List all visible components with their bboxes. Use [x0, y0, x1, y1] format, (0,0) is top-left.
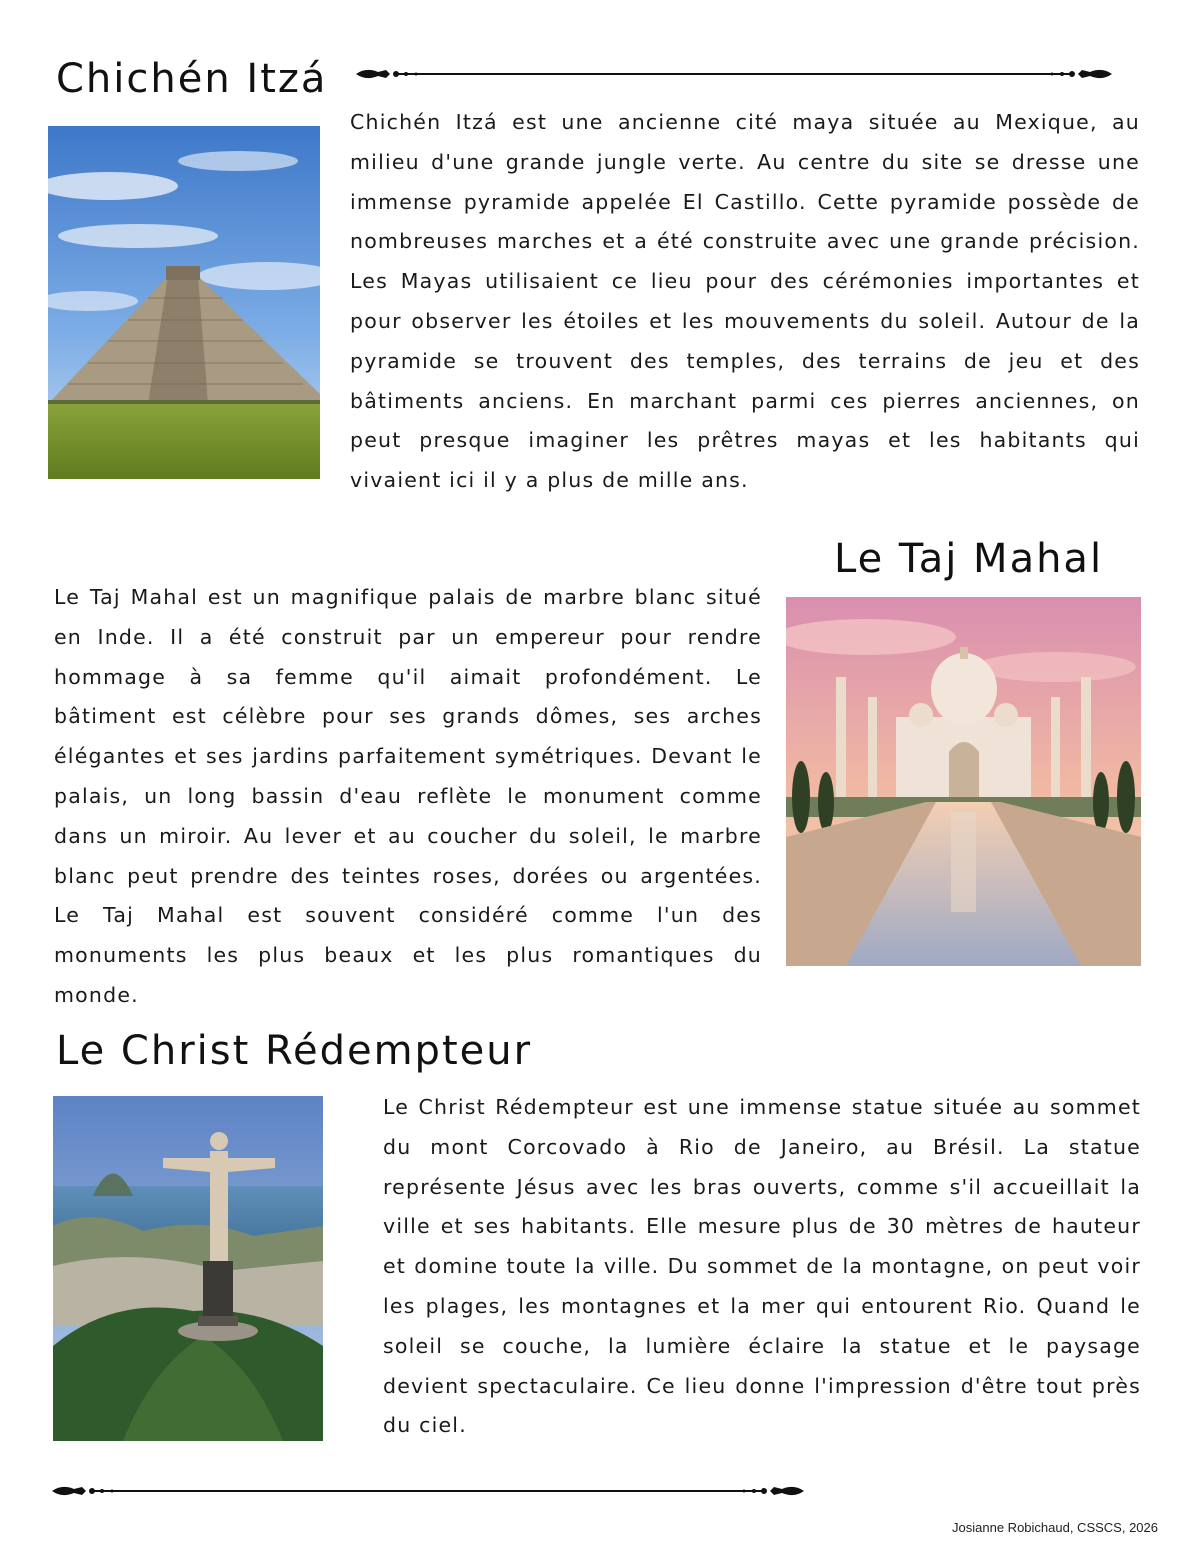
bottom-divider — [52, 1481, 804, 1501]
footer-credit: Josianne Robichaud, CSSCS, 2026 — [952, 1520, 1158, 1535]
christ-redeemer-photo — [53, 1096, 323, 1441]
section-title-taj-mahal: Le Taj Mahal — [834, 536, 1104, 582]
top-divider — [356, 64, 1112, 84]
section-text-chichen-itza: Chichén Itzá est une ancienne cité maya située au Mexique, au milieu d'une grande jungle verte. Au centre du site se dresse une immense pyramide appelée El Castillo. Cette pyramide possède de nombreuses marches et a été construite avec une grande précision. Les Mayas utilisaient ce lieu pour des cérémonies importantes et pour observer les étoiles et les mouvements du soleil. Autour de la pyramide se trouvent des temples, des terrains de jeu et des bâtiments anciens. En marchant parmi ces pierres anciennes, on peut presque imaginer les prêtres mayas et les habitants qui vivaient ici il y a plus de mille ans. — [350, 110, 1140, 493]
section-text-christ-redeemer: Le Christ Rédempteur est une immense statue située au sommet du mont Corcovado à Rio de Janeiro, au Brésil. La statue représente Jésus avec les bras ouverts, comme s'il accueillait la ville et ses habitants. Elle mesure plus de 30 mètres de hauteur et domine toute la ville. Du sommet de la montagne, on peut voir les plages, les montagnes et la mer qui entourent Rio. Quand le soleil se couche, la lumière éclaire la statue et le paysage devient spectaculaire. Ce lieu donne l'impression d'être tout près du ciel. — [383, 1095, 1141, 1438]
taj-mahal-photo — [786, 597, 1141, 966]
chichen-itza-pyramid-photo — [48, 126, 320, 479]
section-title-chichen-itza: Chichén Itzá — [56, 56, 328, 102]
section-text-taj-mahal: Le Taj Mahal est un magnifique palais de marbre blanc situé en Inde. Il a été construit par un empereur pour rendre hommage à sa femme qu'il aimait profondément. Le bâtiment est célèbre pour ses grands dômes, ses arches élégantes et ses jardins parfaitement symétriques. Devant le palais, un long bassin d'eau reflète le monument comme dans un miroir. Au lever et au coucher du soleil, le marbre blanc peut prendre des teintes roses, dorées ou argentées. Le Taj Mahal est souvent considéré comme l'un des monuments les plus beaux et les plus romantiques du monde. — [54, 585, 762, 1007]
section-title-christ-redeemer: Le Christ Rédempteur — [56, 1028, 533, 1074]
